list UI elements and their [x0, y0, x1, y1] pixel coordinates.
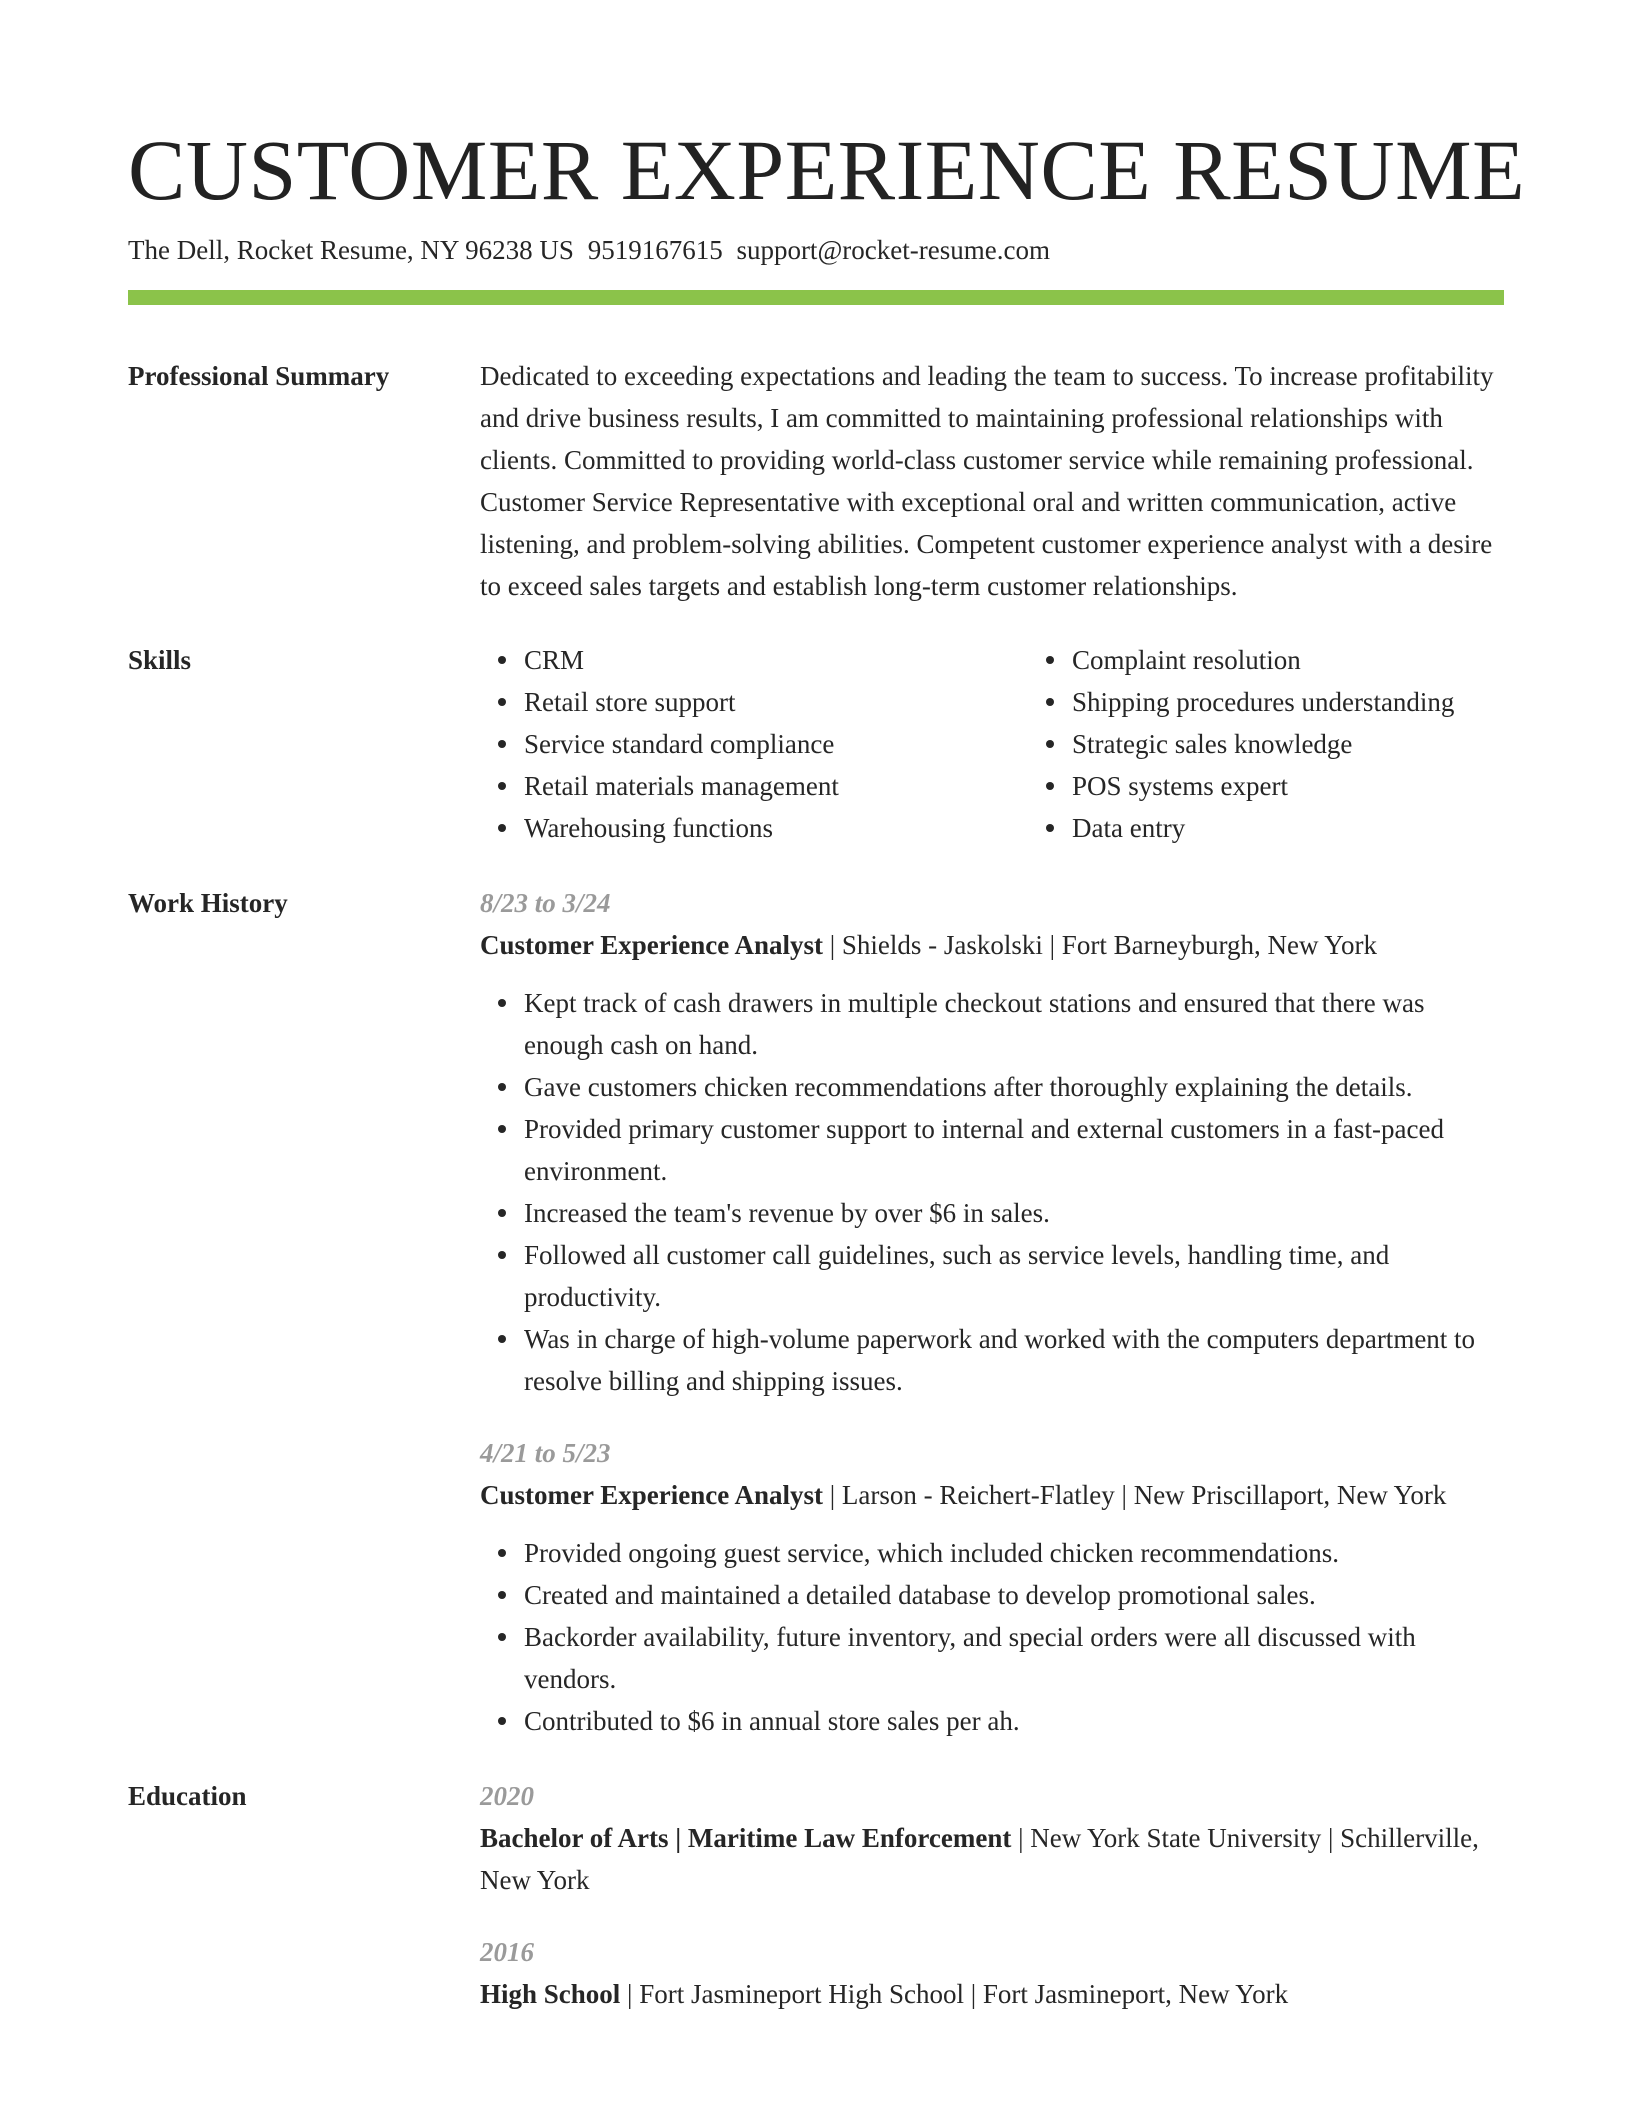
skill-item: Retail store support — [524, 681, 1028, 723]
education-year: 2016 — [480, 1937, 534, 1967]
job-bullets — [480, 1532, 1504, 1742]
job-bullet: Provided primary customer support to internal and external customers in a fast-paced environment. — [524, 1108, 1504, 1192]
skill-item: Data entry — [1072, 807, 1576, 849]
skills-list-right — [1028, 639, 1576, 849]
education-details: | Fort Jasmineport High School | Fort Jasmineport, New York — [620, 1979, 1289, 2009]
summary-section — [128, 355, 1504, 607]
education-entry — [480, 1931, 1504, 2015]
contact-phone: 9519167615 — [587, 235, 723, 265]
job-details: | Shields - Jaskolski | Fort Barneyburgh, New York — [822, 930, 1378, 960]
skill-item: Shipping procedures understanding — [1072, 681, 1576, 723]
skill-item: Warehousing functions — [524, 807, 1028, 849]
work-history-section — [128, 882, 1504, 1742]
job-header — [480, 1474, 1504, 1516]
education-year: 2020 — [480, 1781, 534, 1811]
skills-heading: Skills — [128, 645, 192, 675]
skills-section — [128, 639, 1504, 849]
skill-item: Complaint resolution — [1072, 639, 1576, 681]
skill-item: Service standard compliance — [524, 723, 1028, 765]
work-history-heading: Work History — [128, 888, 288, 918]
job-entry — [480, 882, 1504, 1402]
skill-item: Strategic sales knowledge — [1072, 723, 1576, 765]
job-details: | Larson - Reichert-Flatley | New Priscillaport, New York — [822, 1480, 1447, 1510]
education-degree: Bachelor of Arts | Maritime Law Enforcement — [480, 1823, 1012, 1853]
summary-text: Dedicated to exceeding expectations and leading the team to success. To increase profitability and drive business results, I am committed to maintaining professional relationships with clients. Committed to providing world-class customer service while remaining professional. Customer Service Representative with exceptional oral and written communication, active listening, and problem-solving abilities. Competent customer experience analyst with a desire to exceed sales targets and establish long-term customer relationships. — [480, 361, 1494, 601]
education-entry — [480, 1775, 1504, 1901]
accent-divider — [128, 290, 1504, 305]
job-title: Customer Experience Analyst — [480, 1480, 823, 1510]
education-details: | New York State University | Schillerville, New York — [480, 1823, 1479, 1895]
job-bullet: Kept track of cash drawers in multiple checkout stations and ensured that there was enough cash on hand. — [524, 982, 1504, 1066]
job-bullet: Was in charge of high-volume paperwork and worked with the computers department to resolve billing and shipping issues. — [524, 1318, 1504, 1402]
job-entry — [480, 1432, 1504, 1742]
job-bullet: Backorder availability, future inventory, and special orders were all discussed with vendors. — [524, 1616, 1504, 1700]
job-bullet: Followed all customer call guidelines, such as service levels, handling time, and productivity. — [524, 1234, 1504, 1318]
job-bullet: Gave customers chicken recommendations after thoroughly explaining the details. — [524, 1066, 1504, 1108]
contact-line — [128, 232, 1504, 268]
job-dates: 4/21 to 5/23 — [480, 1438, 611, 1468]
education-header — [480, 1973, 1504, 2015]
skill-item: Retail materials management — [524, 765, 1028, 807]
resume-title: CUSTOMER EXPERIENCE RESUME — [128, 122, 1526, 218]
job-bullet: Increased the team's revenue by over $6 in sales. — [524, 1192, 1504, 1234]
skills-list-left — [480, 639, 1028, 849]
job-bullet: Created and maintained a detailed database to develop promotional sales. — [524, 1574, 1504, 1616]
job-bullet: Provided ongoing guest service, which included chicken recommendations. — [524, 1532, 1504, 1574]
job-header — [480, 924, 1504, 966]
skill-item: POS systems expert — [1072, 765, 1576, 807]
job-bullet: Contributed to $6 in annual store sales per ah. — [524, 1700, 1504, 1742]
education-section — [128, 1775, 1504, 2015]
contact-email: support@rocket-resume.com — [736, 235, 1050, 265]
education-header — [480, 1817, 1504, 1901]
education-degree: High School — [480, 1979, 621, 2009]
job-title: Customer Experience Analyst — [480, 930, 823, 960]
summary-heading: Professional Summary — [128, 361, 390, 391]
job-bullets — [480, 982, 1504, 1402]
skill-item: CRM — [524, 639, 1028, 681]
education-heading: Education — [128, 1781, 247, 1811]
contact-address: The Dell, Rocket Resume, NY 96238 US — [128, 235, 574, 265]
job-dates: 8/23 to 3/24 — [480, 888, 611, 918]
resume-page — [128, 118, 1526, 2015]
